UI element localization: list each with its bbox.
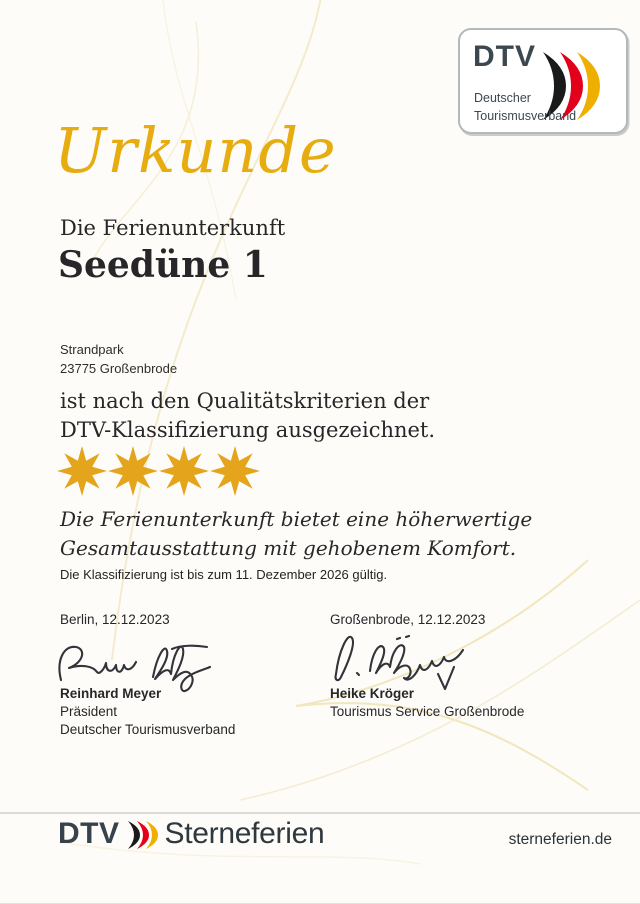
- rating-description: [60, 505, 532, 562]
- footer-dtv-acronym: DTV: [58, 817, 120, 850]
- address-line1: Strandpark: [60, 342, 124, 357]
- sterneferien-logo: [58, 817, 324, 851]
- right-signatory-org: Tourismus Service Großenbrode: [330, 704, 525, 719]
- footer-chevrons-icon: [127, 820, 159, 850]
- right-place-date: Großenbrode, 12.12.2023: [330, 612, 486, 627]
- dtv-org-line1: Deutscher: [474, 91, 531, 105]
- classification-statement: [60, 387, 435, 444]
- star-icon: [108, 445, 158, 497]
- rating-line2: Gesamtausstattung mit gehobenem Komfort.: [60, 535, 517, 560]
- right-signatory: [330, 685, 524, 721]
- dtv-org-line2: Tourismusverband: [474, 109, 577, 123]
- left-signatory-name: Reinhard Meyer: [60, 686, 162, 701]
- footer-divider: [0, 812, 640, 814]
- statement-line1: ist nach den Qualitätskriterien der: [60, 389, 430, 413]
- address-line2: 23775 Großenbrode: [60, 360, 178, 376]
- rating-line1: Die Ferienunterkunft bietet eine höherwertige: [60, 507, 533, 531]
- dtv-logo-acronym: DTV: [473, 40, 536, 73]
- star-icon: [57, 445, 107, 497]
- left-signatory-role: Präsident: [60, 704, 118, 719]
- left-signatory: [60, 685, 235, 739]
- left-signatory-org: Deutscher Tourismusverband: [60, 722, 236, 737]
- property-address: [60, 341, 177, 378]
- right-signatory-name: Heike Kröger: [330, 686, 415, 701]
- certificate-title: Urkunde: [54, 114, 337, 187]
- statement-line2: DTV-Klassifizierung ausgezeichnet.: [60, 417, 436, 442]
- star-icon: [159, 445, 209, 497]
- footer-brand-name: Sterneferien: [164, 817, 325, 850]
- footer-website: sterneferien.de: [508, 831, 612, 848]
- star-rating: [57, 445, 260, 497]
- property-name: Seedüne 1: [58, 244, 268, 286]
- validity-note: Die Klassifizierung ist bis zum 11. Dezember 2026 gültig.: [60, 567, 388, 582]
- star-icon: [210, 445, 260, 497]
- left-place-date: Berlin, 12.12.2023: [60, 612, 170, 627]
- signature-right: [326, 622, 496, 694]
- dtv-logo-org: [474, 89, 576, 125]
- dtv-logo: [458, 28, 628, 134]
- intro-label: Die Ferienunterkunft: [60, 216, 286, 240]
